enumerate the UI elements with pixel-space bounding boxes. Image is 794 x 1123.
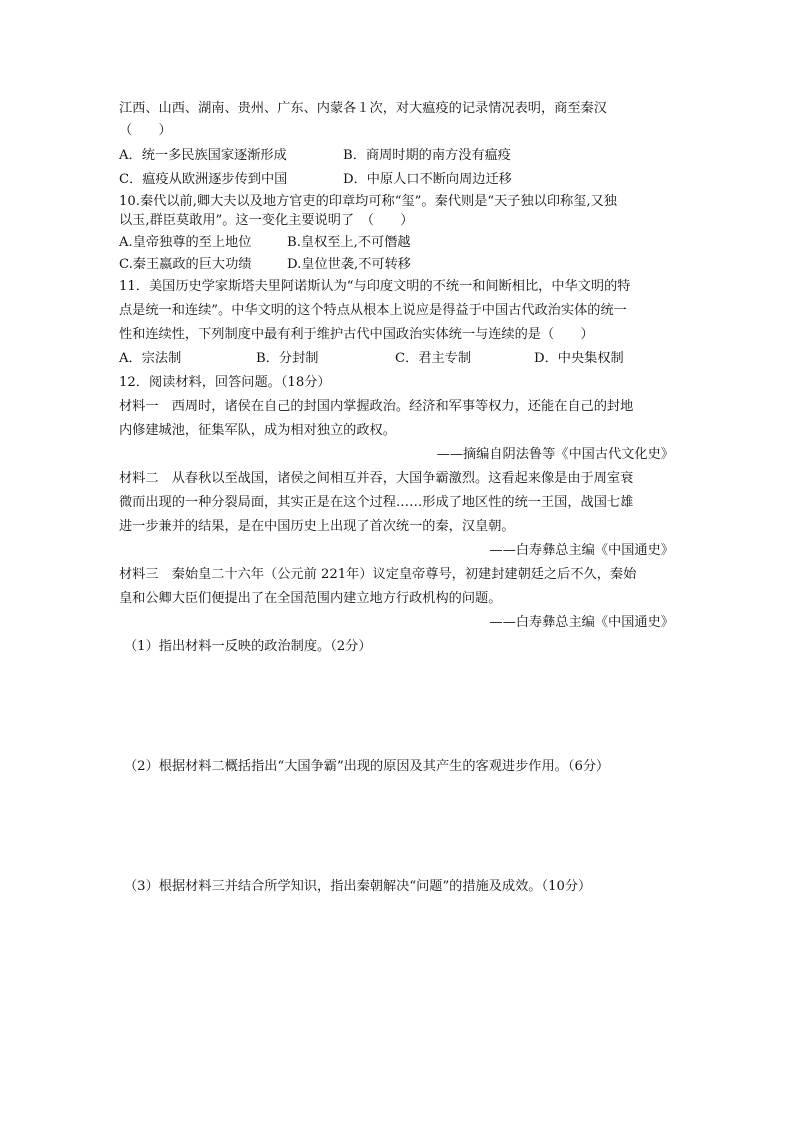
q9-option-c: C．瘟疫从欧洲逐步传到中国 — [119, 172, 288, 187]
q11-stem-line-2: 点是统一和连续”。中华文明的这个特点从根本上说应是得益于中国古代政治实体的统一 — [119, 303, 627, 318]
q10-option-b: B.皇权至上,不可僭越 — [287, 235, 411, 250]
q9-stem-line-2: （ ） — [119, 123, 172, 138]
q12-material-1-source: ——摘编自阴法鲁等《中国古代文化史》 — [436, 447, 674, 462]
q9-option-a: A．统一多民族国家逐渐形成 — [119, 148, 287, 163]
q12-material-1-line-2: 内修建城池，征集军队，成为相对独立的政权。 — [119, 423, 396, 438]
q12-material-2-line-1: 材料二 从春秋以至战国，诸侯之间相互并吞，大国争霸激烈。这看起来像是由于周室衰 — [119, 471, 634, 486]
q11-option-b: B．分封制 — [256, 351, 319, 366]
q10-option-a: A.皇帝独尊的至上地位 — [119, 235, 252, 250]
q10-stem-line-2: 以玉,群臣莫敢用”。这一变化主要说明了 （ ） — [119, 213, 414, 228]
q12-material-3-source: ——白寿彝总主编《中国通史》 — [489, 615, 674, 630]
q10-option-d: D.皇位世袭,不可转移 — [287, 257, 411, 272]
q9-stem-line-1: 江西、山西、湖南、贵州、广东、内蒙各１次，对大瘟疫的记录情况表明，商至秦汉 — [119, 101, 607, 116]
q12-heading: 12．阅读材料，回答问题。（18分） — [119, 375, 331, 390]
q12-material-3-line-2: 皇和公卿大臣们便提出了在全国范围内建立地方行政机构的问题。 — [119, 591, 502, 606]
q12-subquestion-2: （2）根据材料二概括指出“大国争霸”出现的原因及其产生的客观进步作用。（6分） — [124, 759, 610, 774]
q11-option-c: C．君主专制 — [395, 351, 472, 366]
q12-material-2-line-3: 进一步兼并的结果，是在中国历史上出现了首次统一的秦，汉皇朝。 — [119, 519, 515, 534]
q9-option-b: B．商周时期的南方没有瘟疫 — [343, 148, 511, 163]
q11-option-d: D．中央集权制 — [534, 351, 624, 366]
q12-subquestion-3: （3）根据材料三并结合所学知识，指出秦朝解决“问题”的措施及成效。（10分） — [124, 879, 592, 894]
q12-material-3-line-1: 材料三 秦始皇二十六年（公元前 221年）议定皇帝尊号，初建封建朝廷之后不久，秦始 — [119, 567, 637, 582]
q12-material-1-line-1: 材料一 西周时，诸侯在自己的封国内掌握政治。经济和军事等权力，还能在自己的封地 — [119, 399, 634, 414]
q12-material-2-source: ——白寿彝总主编《中国通史》 — [489, 543, 674, 558]
q11-option-a: A．宗法制 — [119, 351, 182, 366]
q11-stem-line-1: 11．美国历史学家斯塔夫里阿诺斯认为“与印度文明的不统一和间断相比，中华文明的特 — [119, 279, 631, 294]
q10-stem-line-1: 10.秦代以前,卿大夫以及地方官吏的印章均可称“玺”。秦代则是“天子独以印称玺,又独 — [119, 194, 617, 209]
q9-option-d: D．中原人口不断向周边迁移 — [343, 172, 512, 187]
q12-material-2-line-2: 微而出现的一种分裂局面，其实正是在这个过程……形成了地区性的统一王国，战国七雄 — [119, 495, 634, 510]
q10-option-c: C.秦王嬴政的巨大功绩 — [119, 257, 252, 272]
q11-stem-line-3: 性和连续性，下列制度中最有利于维护古代中国政治实体统一与连续的是（ ） — [119, 327, 594, 342]
q12-subquestion-1: （1）指出材料一反映的政治制度。（2分） — [124, 639, 372, 654]
